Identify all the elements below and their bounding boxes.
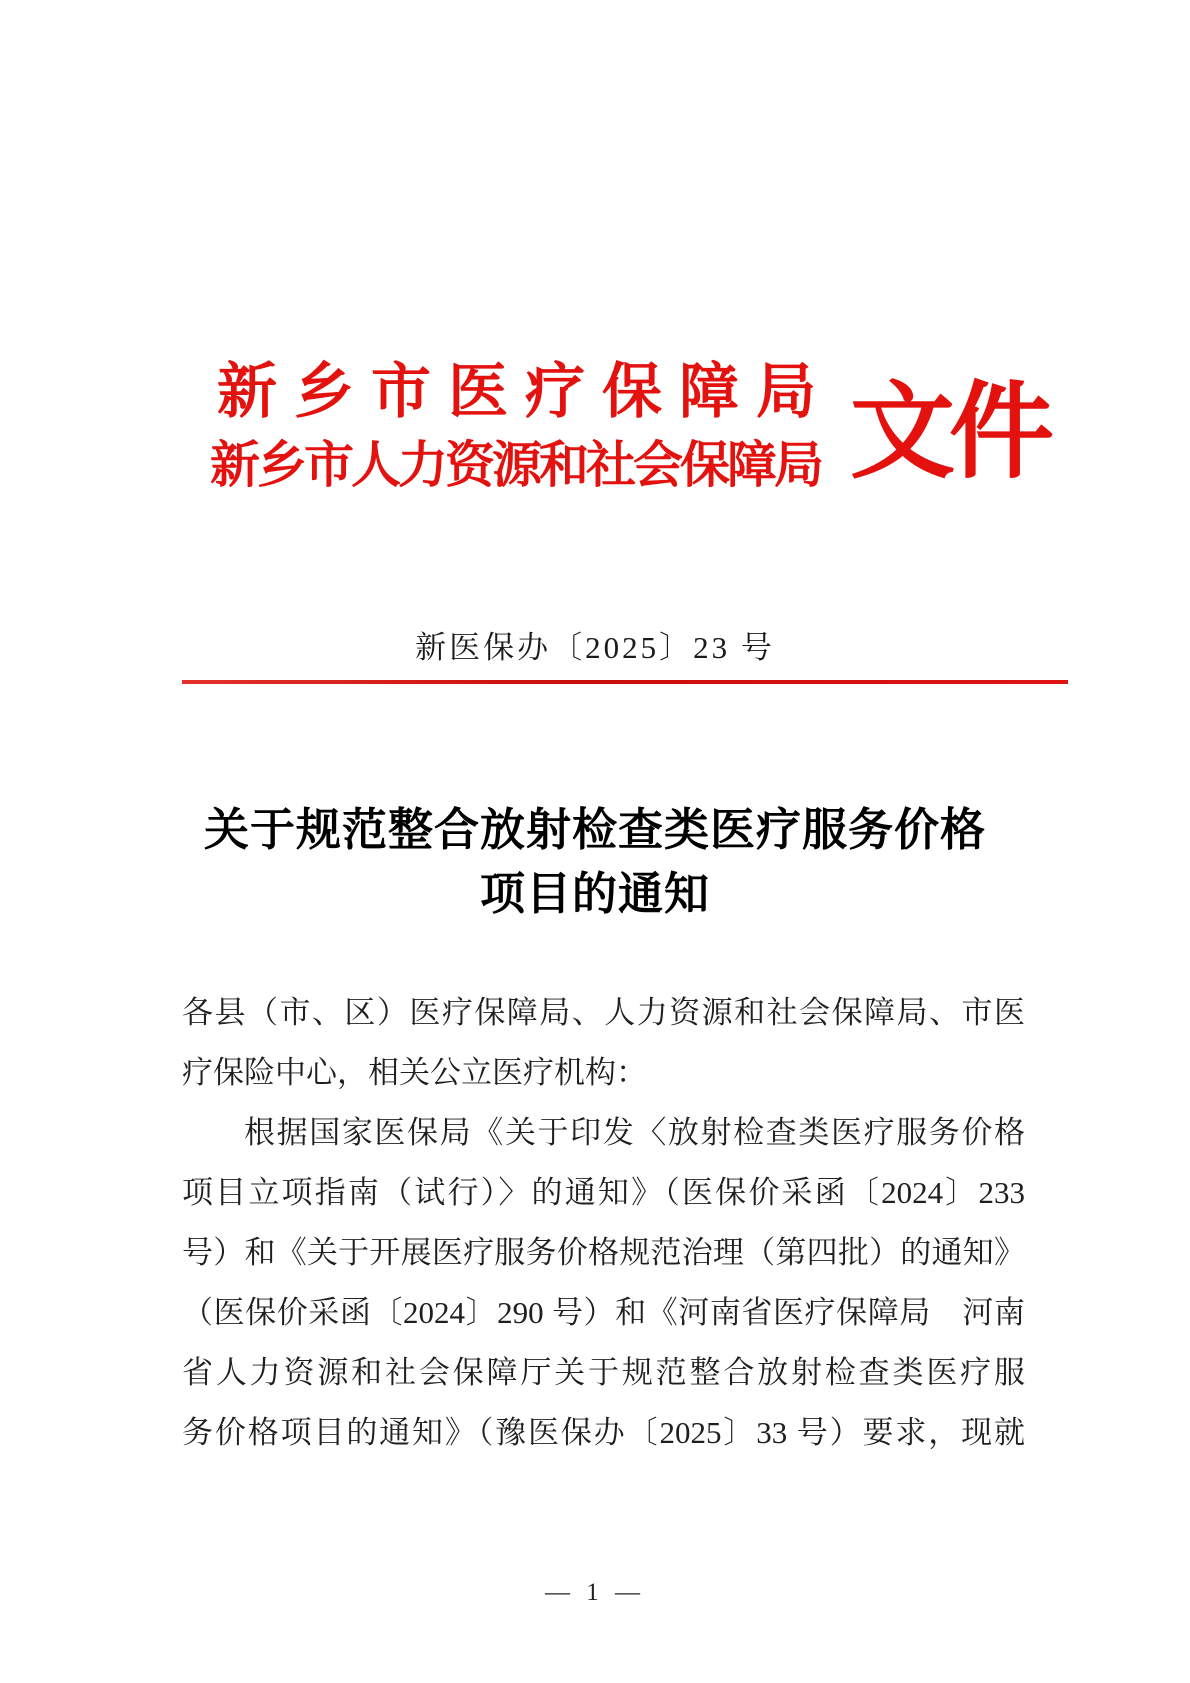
document-number: 新医保办〔2025〕23 号	[415, 630, 775, 665]
body-line: 疗保险中心，相关公立医疗机构：	[182, 1055, 647, 1090]
body-line: （医保价采函〔2024〕290 号）和《河南省医疗保障局 河南	[182, 1295, 1025, 1330]
document-title-line-1: 关于规范整合放射检查类医疗服务价格	[203, 805, 986, 855]
body-line: 根据国家医保局《关于印发〈放射检查类医疗服务价格	[244, 1115, 1025, 1150]
document-body	[182, 983, 1025, 1463]
document-title	[0, 798, 1190, 926]
document-title-line-2: 项目的通知	[479, 869, 710, 919]
document-type-label: 文件	[850, 374, 1049, 491]
letterhead-divider-line	[182, 680, 1068, 684]
body-line: 号）和《关于开展医疗服务价格规范治理（第四批）的通知》	[182, 1235, 1025, 1270]
body-line: 务价格项目的通知》（豫医保办〔2025〕33 号）要求，现就	[182, 1415, 1025, 1450]
page-number: — 1 —	[545, 1579, 645, 1606]
body-line: 省人力资源和社会保障厅关于规范整合放射检查类医疗服	[182, 1355, 1025, 1390]
body-line: 各县（市、区）医疗保障局、人力资源和社会保障局、市医	[182, 995, 1025, 1030]
body-line: 项目立项指南（试行）〉的通知》（医保价采函〔2024〕233	[182, 1175, 1025, 1210]
issuer-org-line-2: 新乡市人力资源和社会保障局	[210, 437, 821, 493]
issuer-org-line-1: 新乡市医疗保障局	[217, 359, 833, 425]
